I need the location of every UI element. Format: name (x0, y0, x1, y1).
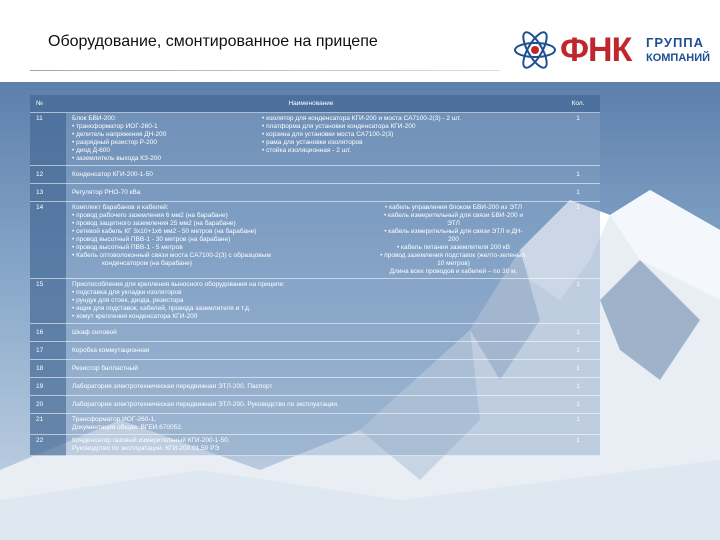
row-content (66, 435, 556, 456)
logo-word-companies: КОМПАНИЙ (646, 52, 711, 64)
header-qty: Кол. (556, 95, 600, 113)
row-number: 14 (30, 202, 66, 279)
text-line: • сетевой кабель КГ 3х10+1х6 мм2 - 50 метров (на барабане) (72, 228, 257, 235)
text-line: Руководство по эксплуатации. КГИ-200.01.50 РЭ (72, 445, 220, 452)
company-logo (512, 26, 711, 76)
table-row (30, 360, 600, 378)
row-qty: 1 (556, 378, 600, 396)
text-line: • подставка для укладки изоляторов (72, 289, 182, 296)
text-line: • провод высотный ПВВ-1 - 5 метров (72, 244, 183, 251)
page-title: Оборудование, смонтированное на прицепе (48, 33, 378, 50)
row-qty: 1 (556, 113, 600, 166)
row-number: 15 (30, 279, 66, 324)
header-name: Наименование (66, 95, 556, 113)
logo-word-group: ГРУППА (646, 35, 705, 50)
text-line: 10 метров) (437, 260, 470, 267)
logo-brand: ФНК (560, 31, 632, 69)
text-line: • кабель измерительный для связи ЭТЛ и ДН- (384, 228, 523, 235)
slide-header (0, 0, 720, 82)
text-line: • делитель напряжения ДН-200 (72, 131, 167, 138)
row-number: 16 (30, 324, 66, 342)
text-line: • Кабель оптоволоконный связи моста СА7100-2(3) с образцовым (72, 252, 271, 259)
row-qty: 1 (556, 184, 600, 202)
row-qty: 1 (556, 414, 600, 435)
text-line: • кабель измерительный для связи БВИ-200 и (383, 212, 524, 219)
text-line: Трансформатор ИОГ-260-1. (72, 416, 156, 423)
text-line: • ящик для подставок, кабелей, провода заземлителя и т.д. (72, 305, 251, 312)
table-row (30, 378, 600, 396)
text-line: Конденсатор газовый измерительный КГИ-200-1-50. (72, 437, 230, 444)
row11-right (262, 115, 550, 163)
row-name: Лаборатория электротехническая передвижная ЭТЛ-200. Руководство по эксплуатации. (66, 396, 556, 414)
text-line: Комплект барабанов и кабелей: (72, 204, 169, 211)
header-num: № (30, 95, 66, 113)
row-name: Лаборатория электротехническая передвижная ЭТЛ-200. Паспорт (66, 378, 556, 396)
row-number: 21 (30, 414, 66, 435)
row-qty: 1 (556, 342, 600, 360)
text-line: • провод заземления подставок (желто-зеленый, (380, 252, 527, 259)
row-number: 22 (30, 435, 66, 456)
text-line: Блок БВИ-200: (72, 115, 117, 122)
row-content (66, 202, 556, 279)
text-line: Документация общая. ВГЕИ.670052. (72, 424, 183, 431)
text-line: • трансформатор ИОГ-260-1 (72, 123, 158, 130)
row-number: 13 (30, 184, 66, 202)
text-line: Приспособления для крепления выносного оборудования на прицепе: (72, 281, 285, 288)
table-row (30, 166, 600, 184)
row-qty: 1 (556, 279, 600, 324)
text-line: • кабель управления блоком БВИ-200 из ЭТЛ (385, 204, 522, 211)
table-row (30, 279, 600, 324)
text-line: конденсатором (на барабане) (102, 260, 193, 267)
row-qty: 1 (556, 396, 600, 414)
text-line: • диод Д-600 (72, 147, 110, 154)
text-line: • рама для установки изоляторов (262, 139, 363, 146)
text-line: • платформа для установки конденсатора КГИ-200 (262, 123, 416, 130)
text-line: • хомут крепления конденсатора КГИ-200 (72, 313, 198, 320)
row-qty: 1 (556, 435, 600, 456)
table-header-row (30, 95, 600, 113)
text-line: ЭТЛ (447, 220, 460, 227)
row-number: 19 (30, 378, 66, 396)
row-content (66, 279, 556, 324)
text-line: • провод защитного заземления 25 мм2 (на барабане) (72, 220, 236, 227)
text-line: Длина всех проводов и кабелей – по 30 м. (389, 268, 518, 275)
table-row (30, 396, 600, 414)
table-row (30, 435, 600, 456)
text-line: • рундук для стоек, диода, резистора (72, 297, 184, 304)
row-qty: 1 (556, 166, 600, 184)
text-line: • провод высотный ПВВ-1 - 30 метров (на барабане) (72, 236, 231, 243)
row-name: Регулятор РНО-70 кВа (66, 184, 556, 202)
row-name: Конденсатор КГИ-200-1-50 (66, 166, 556, 184)
row14-right (357, 204, 550, 276)
row-number: 12 (30, 166, 66, 184)
table-row (30, 113, 600, 166)
row-qty: 1 (556, 202, 600, 279)
row-name: Шкаф силовой (66, 324, 556, 342)
row-name: Коробка коммутационная (66, 342, 556, 360)
table-row (30, 324, 600, 342)
text-line: • провод рабочего заземления 6 мм2 (на барабане) (72, 212, 228, 219)
table-row (30, 414, 600, 435)
table-row (30, 342, 600, 360)
atom-icon (512, 30, 558, 70)
header-divider (30, 70, 500, 71)
text-line: 200 (448, 236, 459, 243)
row14-left (72, 204, 357, 276)
text-line: • разрядный резистор Р-200 (72, 139, 158, 146)
table-row (30, 202, 600, 279)
row-number: 20 (30, 396, 66, 414)
text-line: • корзина для установки моста СА7100-2(3) (262, 131, 394, 138)
row-qty: 1 (556, 324, 600, 342)
text-line: • стойка изоляционная - 2 шт. (262, 147, 351, 154)
row-content (66, 113, 556, 166)
row-qty: 1 (556, 360, 600, 378)
row-number: 11 (30, 113, 66, 166)
text-line: • заземлитель выхода КЗ-200 (72, 155, 161, 162)
table-row (30, 184, 600, 202)
row-name: Резистор балластный (66, 360, 556, 378)
equipment-table (30, 95, 600, 456)
text-line: • изолятор для конденсатора КГИ-200 и моста СА7100-2(3) - 2 шт. (262, 115, 462, 122)
row-number: 18 (30, 360, 66, 378)
row-number: 17 (30, 342, 66, 360)
row11-left (72, 115, 262, 163)
text-line: • кабель питания заземлителя 200 кВ (396, 244, 511, 251)
row-content (66, 414, 556, 435)
